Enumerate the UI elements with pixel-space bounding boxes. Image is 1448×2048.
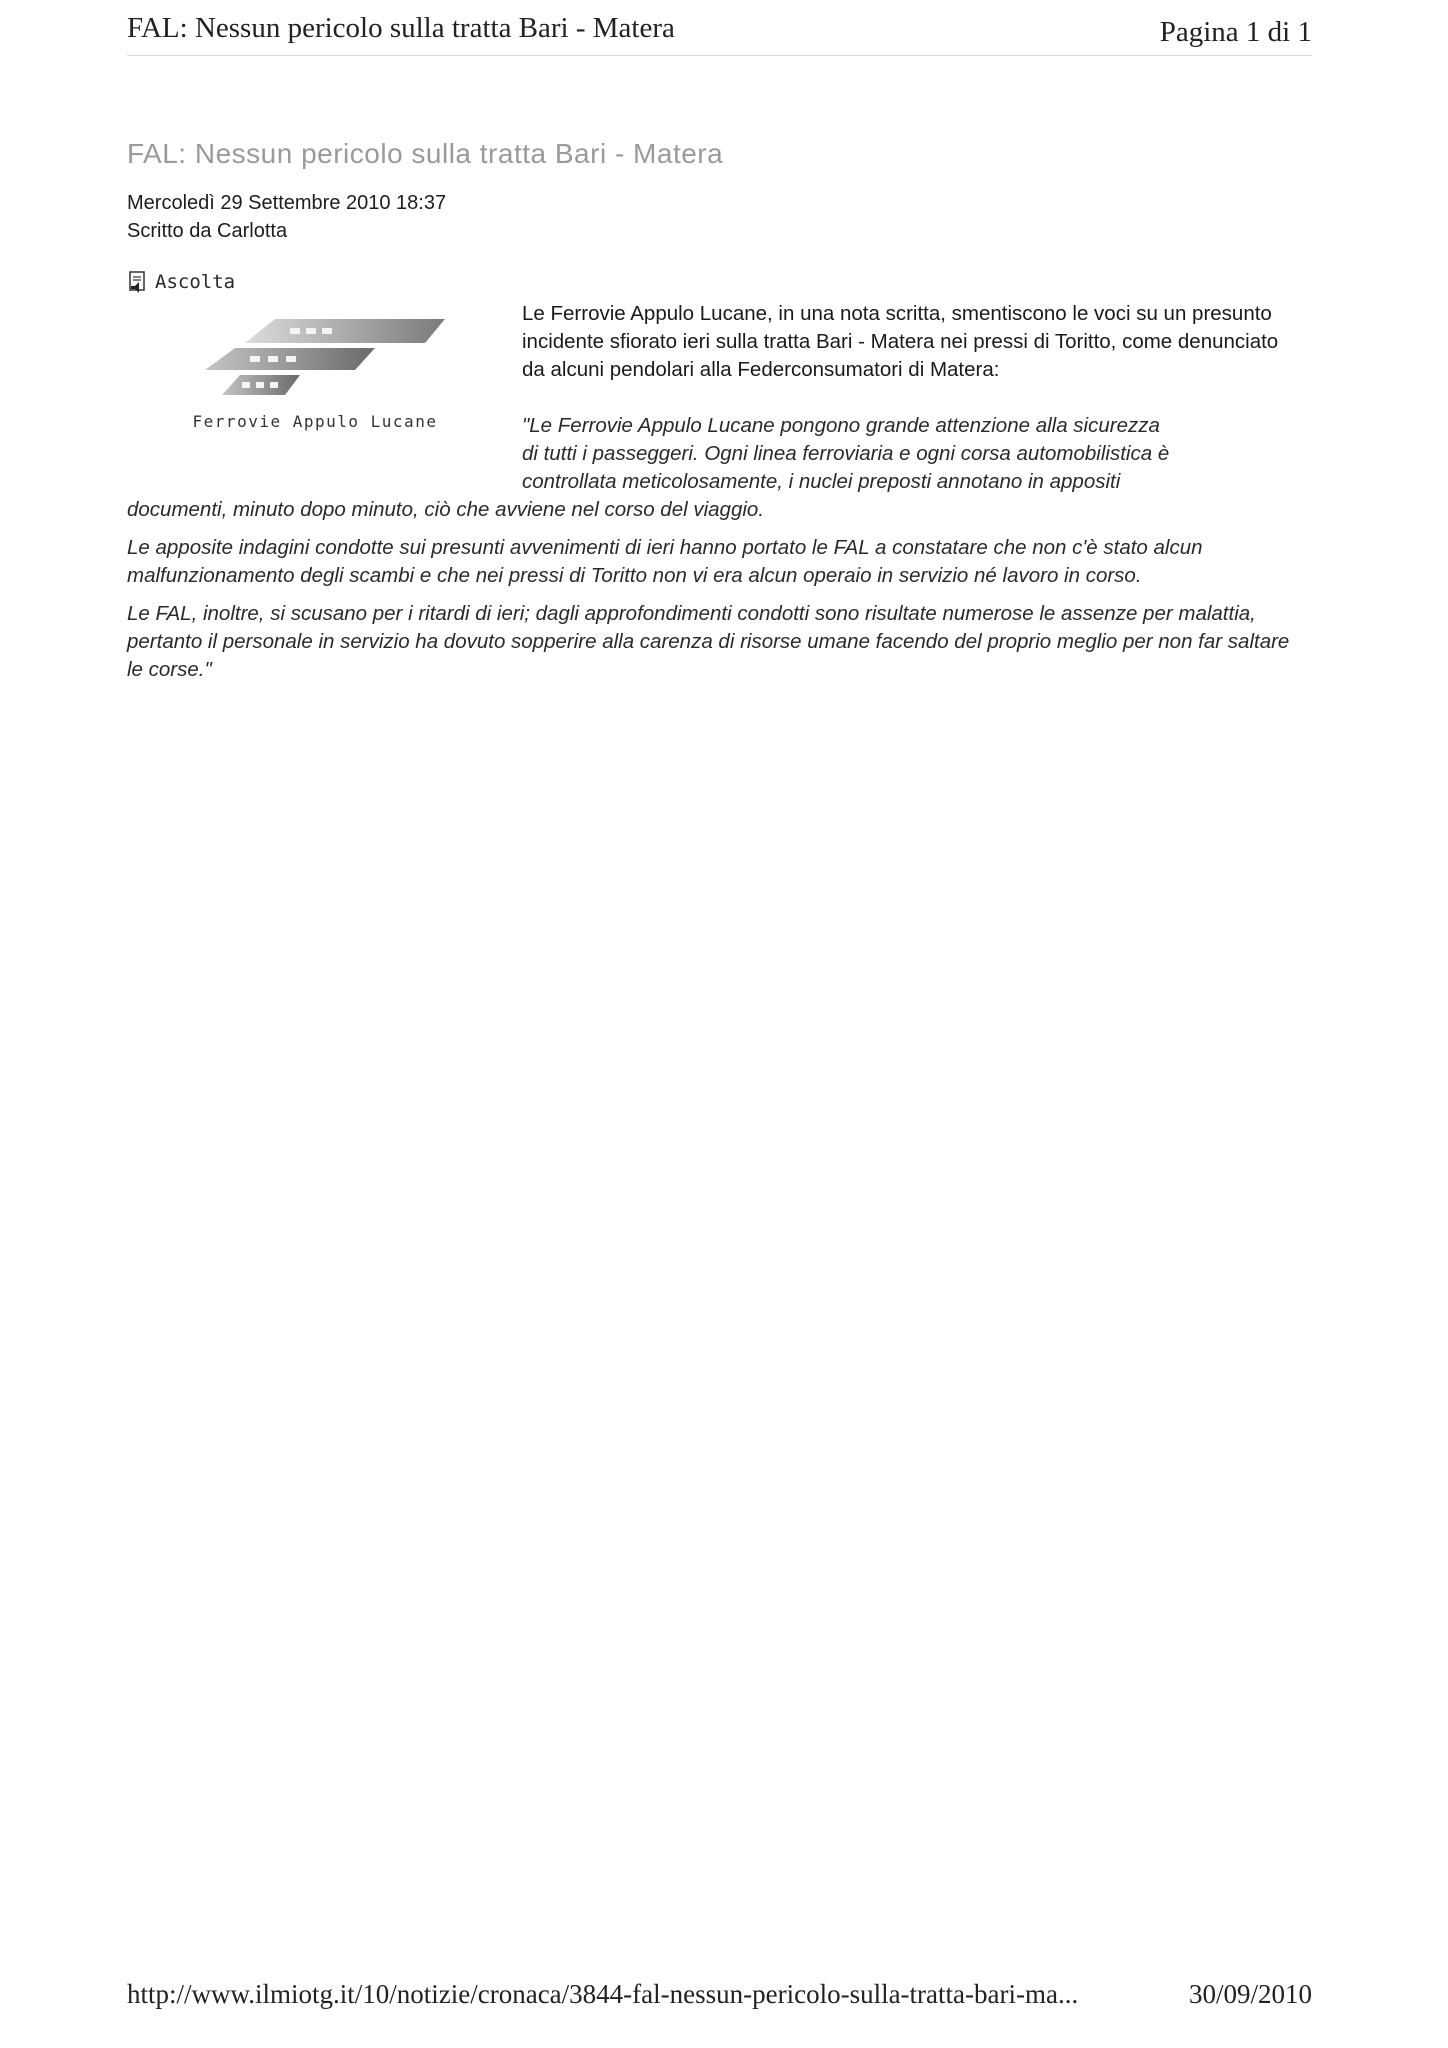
- quote-line: di tutti i passeggeri. Ogni linea ferroviaria e ogni corsa automobilistica è: [522, 442, 1170, 465]
- print-header-title: FAL: Nessun pericolo sulla tratta Bari - Matera: [127, 12, 675, 44]
- quote-line: "Le Ferrovie Appulo Lucane pongono grande attenzione alla sicurezza: [522, 414, 1160, 437]
- article-paragraph: Le FAL, inoltre, si scusano per i ritardi di ieri; dagli approfondimenti condotti sono risultate numerose le assenze per malattia, pertanto il personale in servizio ha dovuto sopperire alla carenza di risorse umane facendo del proprio meglio per non far saltare le corse.": [127, 602, 1290, 681]
- listen-button[interactable]: [127, 268, 235, 296]
- quote-line: controllata meticolosamente, i nuclei preposti annotano in appositi: [522, 470, 1121, 493]
- listen-label: Ascolta: [155, 271, 236, 293]
- print-date: 30/09/2010: [1188, 1979, 1312, 2009]
- article-intro: Le Ferrovie Appulo Lucane, in una nota scritta, smentiscono le voci su un presunto incidente sfiorato ieri sulla tratta Bari - Matera nei pressi di Toritto, come denunciato da alcuni pendolari alla Federconsumatori di Matera:: [522, 302, 1279, 381]
- speaker-icon: [127, 270, 151, 294]
- logo-caption: Ferrovie Appulo Lucane: [192, 412, 438, 431]
- article-date: Mercoledì 29 Settembre 2010 18:37: [127, 192, 447, 214]
- quote-line: documenti, minuto dopo minuto, ciò che avviene nel corso del viaggio.: [127, 498, 765, 521]
- rail-stripes-logo-icon: [150, 315, 480, 410]
- article-author: Scritto da Carlotta: [127, 220, 288, 242]
- source-url-link[interactable]: http://www.ilmiotg.it/10/notizie/cronaca/3844-fal-nessun-pericolo-sulla-tratta-bari-ma...: [127, 1979, 1079, 2009]
- header-divider: [127, 55, 1312, 56]
- article-body: [127, 412, 1302, 694]
- article-paragraph: Le apposite indagini condotte sui presunti avvenimenti di ieri hanno portato le FAL a constatare che non c'è stato alcun malfunzionamento degli scambi e che nei pressi di Toritto non vi era alcun operaio in servizio né lavoro in corso.: [127, 536, 1203, 587]
- print-header-page-number: Pagina 1 di 1: [1159, 16, 1312, 48]
- article-title[interactable]: FAL: Nessun pericolo sulla tratta Bari - Matera: [127, 138, 724, 169]
- print-header: [127, 12, 1312, 60]
